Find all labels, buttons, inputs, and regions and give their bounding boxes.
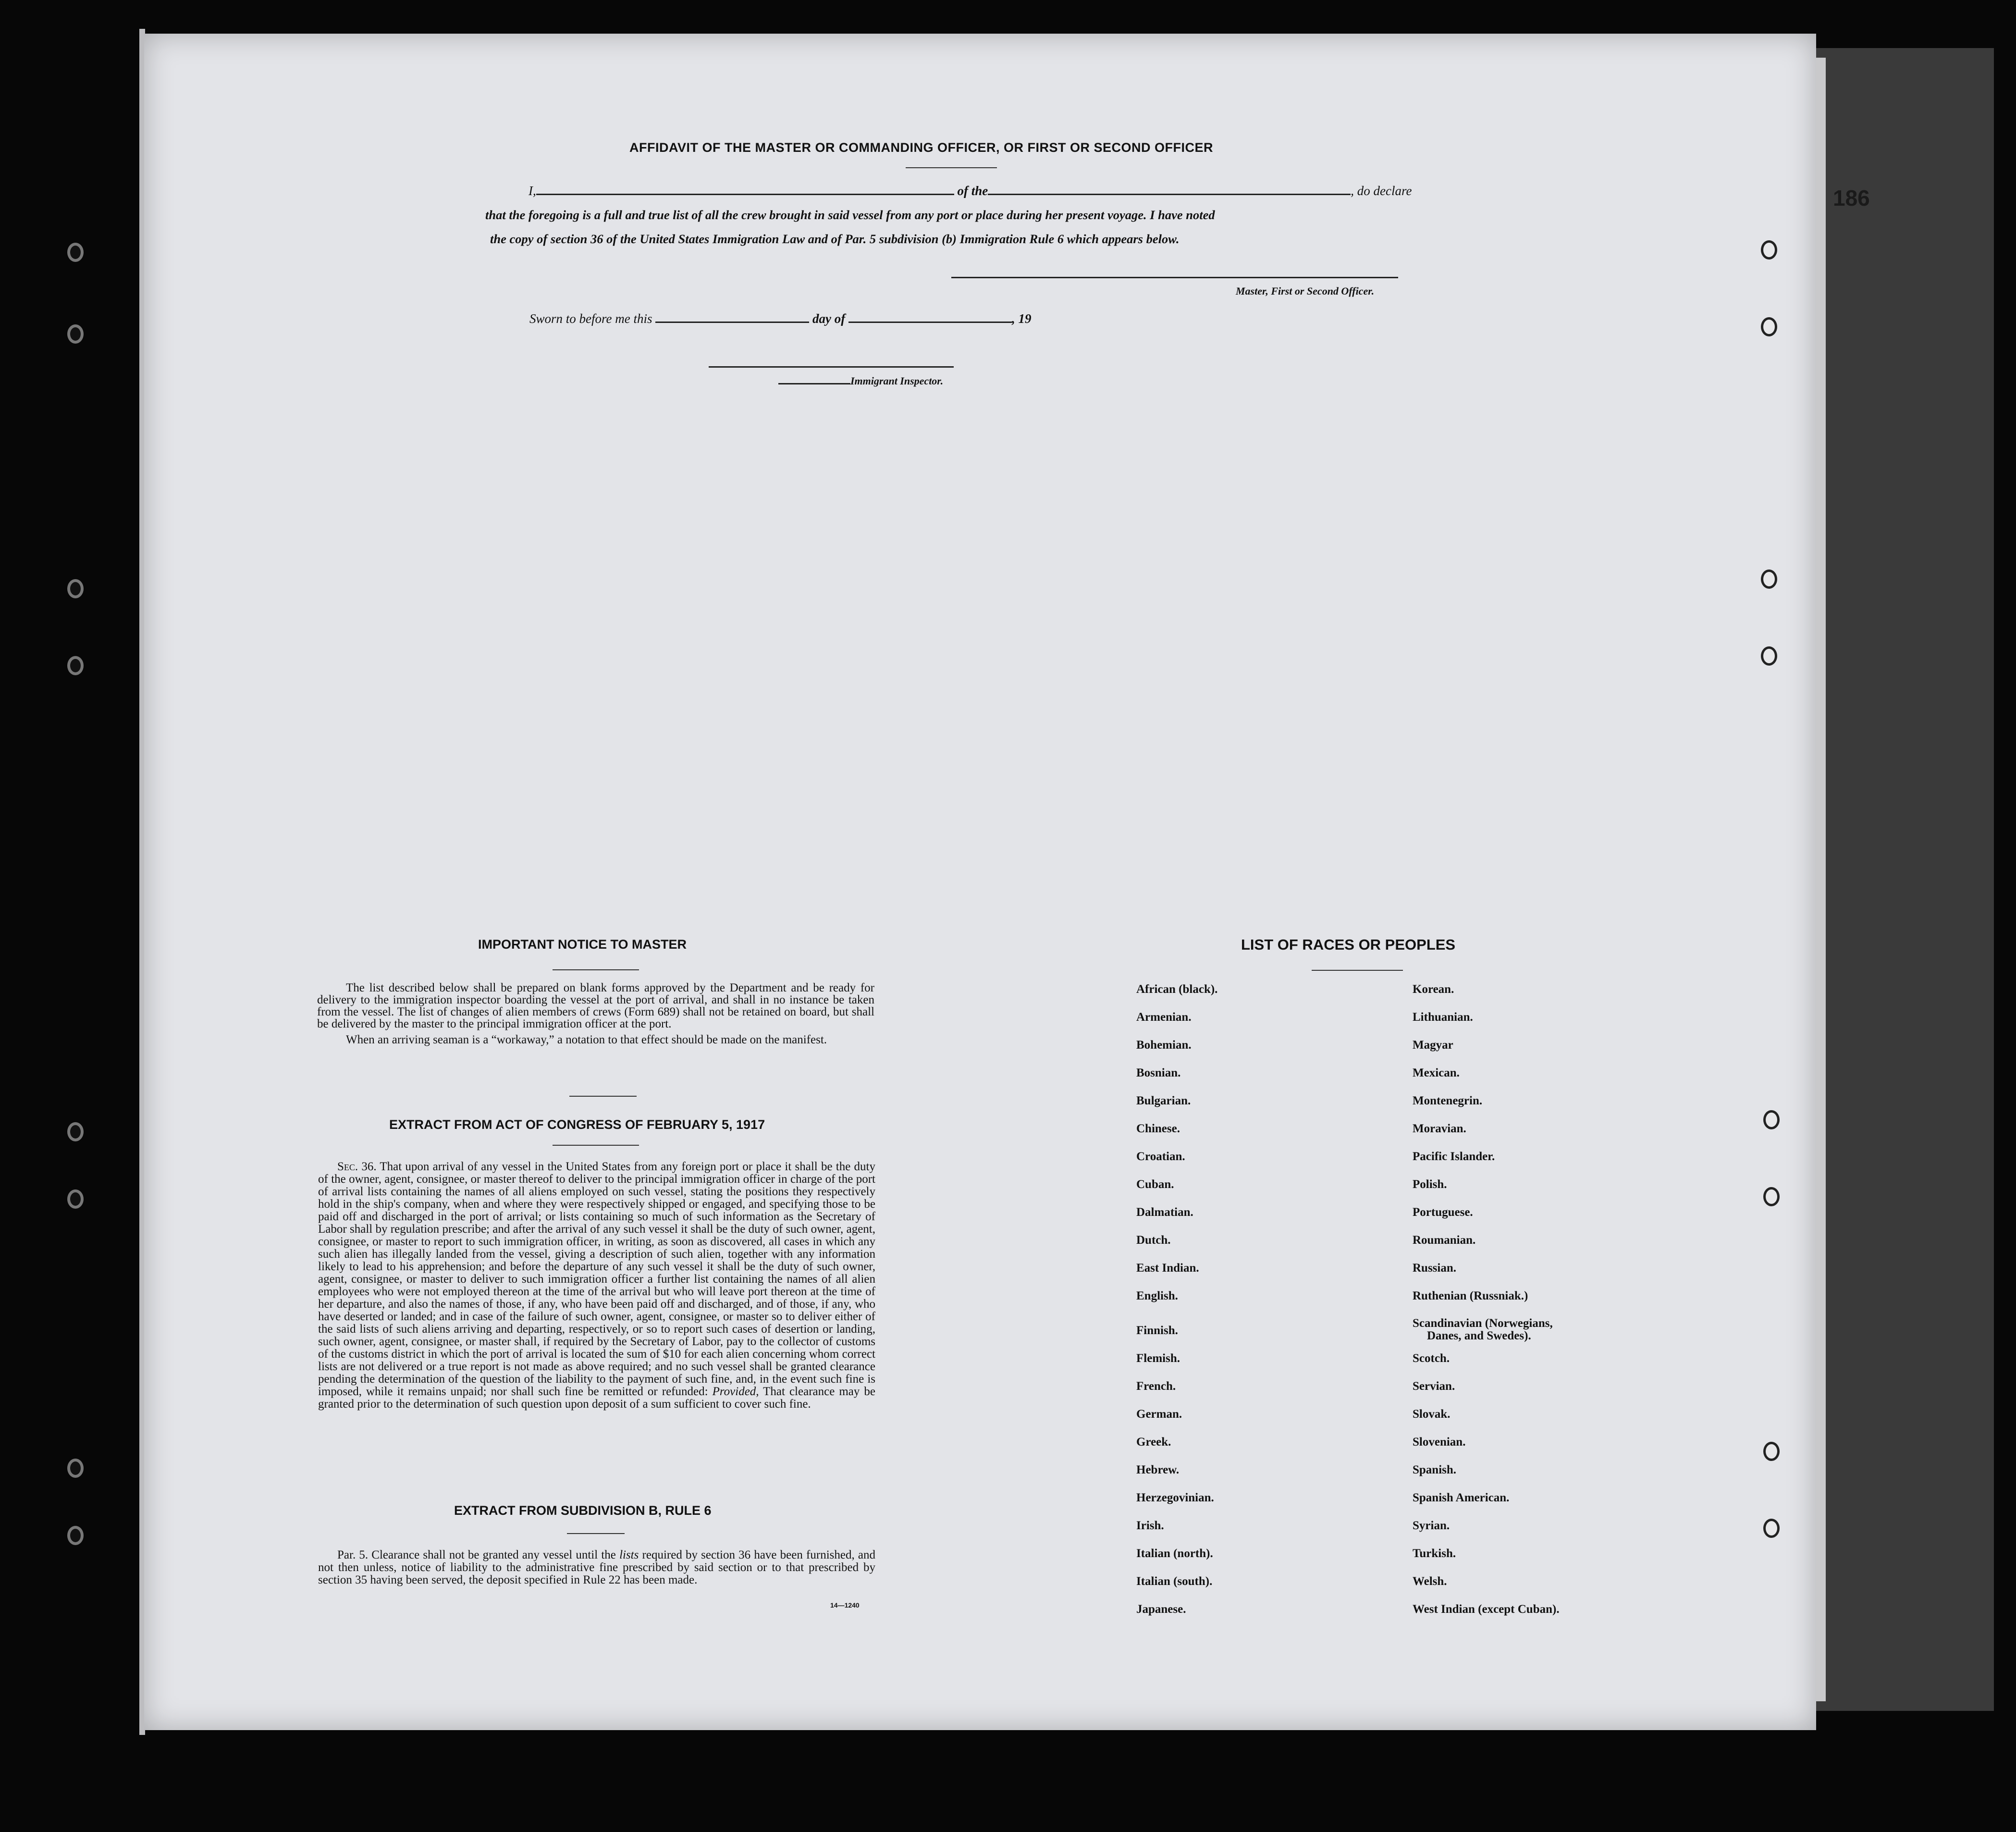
race-right-item: Russian. (1413, 1262, 1457, 1275)
rule-text-after: required by section 36 have been furnished, and not then unless, notice of liability to the administrative fine prescribed by said section or to that prescribed by section 35 having been served, the deposit specified in Rule 22 has been made. (318, 1548, 875, 1586)
binder-hole-left (67, 324, 84, 344)
declaration-text-1: that the foregoing is a full and true list of all the crew brought in said vessel from any port or place during her present voyage. I have noted (485, 208, 1215, 222)
race-right-item: Montenegrin. (1413, 1094, 1483, 1107)
binder-hole-right (1761, 240, 1777, 260)
race-right-item: Spanish American. (1413, 1491, 1510, 1504)
binder-hole-right (1763, 1519, 1780, 1538)
rule-lists-word: lists (619, 1548, 639, 1561)
section-label: Sec. 36. (337, 1160, 377, 1173)
notice-divider (569, 1096, 637, 1097)
race-left-item: Bulgarian. (1136, 1094, 1191, 1107)
title-underline (906, 167, 997, 168)
races-right-column (1413, 983, 1560, 1631)
binder-hole-left (67, 1526, 84, 1545)
race-left-item: Japanese. (1136, 1603, 1186, 1616)
race-left-item: Herzegovinian. (1136, 1491, 1214, 1504)
race-left-item: Hebrew. (1136, 1463, 1180, 1476)
races-title: LIST OF RACES OR PEOPLES (1241, 936, 1456, 953)
section-36-text: That upon arrival of any vessel in the United States from any foreign port or place it shall be the duty of the owner, agent, consignee, or master thereof to deliver to the principal immigration officer in charge of the port of arrival lists containing the names of all aliens employed on such vessel, stating the positions they respectively hold in the ship's company, when and where they were respectively shipped or engaged, and specifying those to be paid off and discharged in the port of arrival; or lists containing so much of such information as the Secretary of Labor shall by regulation prescribe; and after the arrival of any such vessel it shall be the duty of such owner, agent, consignee, or master to report to such immigration officer, in writing, as soon as discovered, all cases in which any such alien has illegally landed from the vessel, giving a description of such alien, together with any information likely to lead to his apprehension; and before the departure of any such vessel it shall be the duty of such owner, agent, consignee, or master to deliver to such immigration officer a further list containing the names of all alien employees who were not employed thereon at the time of the arrival but who will leave port thereon at the time of her departure, and also the names of those, if any, who have been paid off and discharged, and of those, if any, who have deserted or landed; and in case of the failure of such owner, agent, consignee, or master so to deliver either of the said lists of such aliens arriving and departing, respectively, or so to report such cases of desertion or landing, such owner, agent, consignee, or master shall, if required by the Secretary of Labor, pay to the collector of customs of the customs district in which the port of arrival is located the sum of $10 for each alien concerning whom correct lists are not delivered or a true report is not made as above required; and no such vessel shall be granted clearance pending the determination of the question of the liability to the payment of such fine, and, in the event such fine is imposed, while it remains unpaid; nor shall such fine be remitted or refunded: (318, 1160, 875, 1398)
proviso-text: That clearance may be granted prior to the determination of such question upon deposit of a sum sufficient to cover such fine. (318, 1385, 875, 1411)
signature-label: Master, First or Second Officer. (1236, 285, 1375, 297)
binder-hole-right (1761, 646, 1777, 666)
sworn-label: Sworn to before me this (529, 311, 652, 326)
race-right-item: Pacific Islander. (1413, 1150, 1495, 1163)
page-number: 186 (1833, 186, 1870, 210)
day-of-label: day of (812, 311, 846, 326)
declaration-text-2: the copy of section 36 of the United States Immigration Law and of Par. 5 subdivision (b) Immigration Rule 6 which appears below. (490, 232, 1180, 246)
race-left-item: African (black). (1136, 983, 1218, 996)
race-left-item: French. (1136, 1380, 1176, 1393)
inspector-blank (778, 381, 850, 384)
race-left-item: Chinese. (1136, 1122, 1180, 1135)
binder-hole-right (1761, 569, 1777, 589)
extract-act-underline (553, 1145, 639, 1146)
race-right-item: Scandinavian (Norwegians, (1413, 1317, 1553, 1330)
race-right-item: Portuguese. (1413, 1206, 1473, 1219)
extract-rule-underline (567, 1533, 625, 1534)
races-left-column (1136, 983, 1217, 1631)
i-label: I, (529, 184, 536, 198)
race-left-item: Dutch. (1136, 1234, 1171, 1247)
notice-body (317, 982, 874, 1046)
race-right-continuation: Danes, and Swedes). (1427, 1329, 1531, 1342)
inspector-line (778, 375, 943, 387)
binder-hole-right (1763, 1442, 1780, 1461)
race-right-item: Turkish. (1413, 1547, 1456, 1560)
sworn-day-blank (655, 320, 809, 323)
binder-hole-left (67, 243, 84, 262)
race-left-item: Flemish. (1136, 1352, 1180, 1365)
race-right-item: Lithuanian. (1413, 1011, 1473, 1024)
race-right-item: West Indian (except Cuban). (1413, 1603, 1560, 1616)
of-the-label: of the (957, 184, 988, 198)
binder-hole-left (67, 1189, 84, 1209)
inspector-label: Immigrant Inspector. (850, 375, 944, 387)
rule-text-before: Par. 5. Clearance shall not be granted any vessel until the (337, 1548, 616, 1561)
binder-hole-left (67, 1122, 84, 1141)
scan-background-right (1816, 48, 1994, 1711)
race-right-item: Welsh. (1413, 1575, 1447, 1588)
extract-rule-body (318, 1549, 875, 1586)
show-through-text (432, 404, 1826, 932)
name-blank (536, 192, 954, 195)
race-right-item: Slovenian. (1413, 1436, 1466, 1448)
extract-act-title: EXTRACT FROM ACT OF CONGRESS OF FEBRUARY 5, 1917 (389, 1117, 765, 1132)
binder-hole-left (67, 656, 84, 675)
sworn-month-blank (848, 320, 1012, 323)
signature-line (951, 277, 1398, 278)
do-declare-label: , do declare (1351, 184, 1412, 198)
vessel-blank (988, 192, 1351, 195)
binder-hole-right (1763, 1110, 1780, 1129)
binder-hole-left (67, 1459, 84, 1478)
race-right-item: Korean. (1413, 983, 1454, 996)
notice-title: IMPORTANT NOTICE TO MASTER (478, 937, 687, 952)
binder-hole-left (67, 579, 84, 598)
race-right-item: Roumanian. (1413, 1234, 1476, 1247)
race-right-item: Syrian. (1413, 1519, 1450, 1532)
proviso-label: Provided, (712, 1385, 759, 1398)
binder-hole-right (1761, 317, 1777, 336)
extract-act-body (318, 1161, 875, 1411)
inspector-signature-line (709, 366, 954, 368)
race-left-item: English. (1136, 1289, 1178, 1302)
race-left-item: Greek. (1136, 1436, 1171, 1448)
sworn-line (529, 311, 1031, 326)
form-number: 14—1240 (830, 1601, 860, 1609)
race-right-item-multiline (1413, 1317, 1560, 1352)
notice-title-underline (553, 969, 639, 970)
race-left-item: Bosnian. (1136, 1066, 1181, 1079)
race-left-item: Italian (north). (1136, 1547, 1213, 1560)
race-right-item: Spanish. (1413, 1463, 1457, 1476)
race-right-item: Mexican. (1413, 1066, 1460, 1079)
race-right-item: Magyar (1413, 1039, 1453, 1052)
binder-hole-right (1763, 1187, 1780, 1206)
race-left-item: Irish. (1136, 1519, 1164, 1532)
race-right-item: Moravian. (1413, 1122, 1466, 1135)
manifest-page (144, 34, 1816, 1730)
notice-paragraph-2: When an arriving seaman is a “workaway,” a notation to that effect should be made on the manifest. (346, 1033, 827, 1046)
race-right-item: Scotch. (1413, 1352, 1450, 1365)
race-right-item: Servian. (1413, 1380, 1455, 1393)
race-left-item: Croatian. (1136, 1150, 1185, 1163)
race-left-item: Cuban. (1136, 1178, 1174, 1191)
affidavit-title: AFFIDAVIT OF THE MASTER OR COMMANDING OFFICER, OR FIRST OR SECOND OFFICER (629, 140, 1213, 155)
declarant-line (529, 184, 1412, 198)
race-right-item: Ruthenian (Russniak.) (1413, 1289, 1528, 1302)
year-label: , 19 (1011, 311, 1032, 326)
race-left-item: Finnish. (1136, 1324, 1178, 1337)
races-title-underline (1312, 970, 1403, 971)
race-right-item: Polish. (1413, 1178, 1447, 1191)
notice-paragraph-1: The list described below shall be prepared on blank forms approved by the Department and be ready for delivery to the immigration inspector boarding the vessel at the port of arrival, and shall in no instance be taken from the vessel. The list of changes of alien members of crews (Form 689) shall not be retained on board, but shall be delivered by the master to the principal immigration officer at the port. (317, 981, 874, 1030)
race-left-item: Dalmatian. (1136, 1206, 1193, 1219)
race-left-item: German. (1136, 1408, 1182, 1421)
race-left-item: Bohemian. (1136, 1039, 1192, 1052)
race-left-item: East Indian. (1136, 1262, 1199, 1275)
race-left-item: Italian (south). (1136, 1575, 1213, 1588)
race-left-item: Armenian. (1136, 1011, 1192, 1024)
extract-rule-title: EXTRACT FROM SUBDIVISION B, RULE 6 (454, 1503, 712, 1518)
race-right-item: Slovak. (1413, 1408, 1451, 1421)
